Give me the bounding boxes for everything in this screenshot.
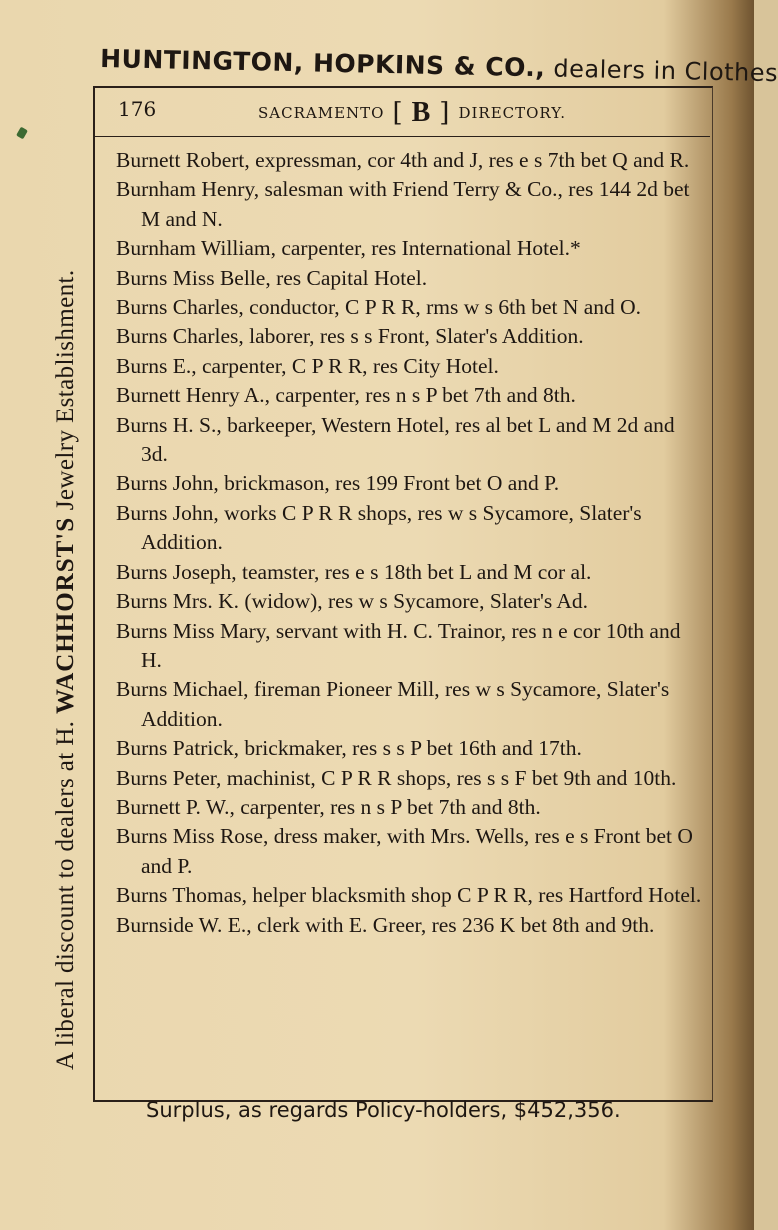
top-ad-tagline: dealers in Clothes <box>545 54 778 88</box>
directory-entry: Burns Miss Belle, res Capital Hotel. <box>116 265 428 290</box>
side-advertisement <box>52 110 88 1070</box>
bottom-advertisement: Surplus, as regards Policy-holders, $452,356. <box>146 1098 621 1122</box>
directory-entry: Burns Patrick, brickmaker, res s s P bet 16th and 17th. <box>116 736 582 761</box>
directory-entry: Burns Peter, machinist, C P R R shops, res s s F bet 9th and 10th. <box>116 765 677 790</box>
directory-entry: Burns Charles, laborer, res s s Front, Slater's Addition. <box>116 324 584 349</box>
running-head-directory: DIRECTORY. <box>458 104 566 122</box>
directory-entry: Burns Michael, fireman Pioneer Mill, res w s Sycamore, Slater's Addition. <box>116 677 670 731</box>
directory-entry: Burnett Robert, expressman, cor 4th and J, res e s 7th bet Q and R. <box>116 148 690 172</box>
header-rule <box>93 136 710 137</box>
section-letter: B <box>411 97 432 128</box>
directory-entry: Burns Miss Mary, servant with H. C. Trainor, res n e cor 10th and H. <box>116 618 681 672</box>
ink-spot <box>16 127 28 140</box>
directory-entry: Burns Mrs. K. (widow), res w s Sycamore, Slater's Ad. <box>116 589 589 614</box>
directory-entry: Burns Charles, conductor, C P R R, rms w s 6th bet N and O. <box>116 295 642 320</box>
side-ad-name: WACHHORST'S <box>52 516 79 715</box>
directory-entry: Burnett P. W., carpenter, res n s P bet 7th and 8th. <box>116 794 541 819</box>
directory-entry: Burns Miss Rose, dress maker, with Mrs. Wells, res e s Front bet O and P. <box>116 824 693 878</box>
directory-entry: Burnham William, carpenter, res International Hotel.* <box>116 236 581 261</box>
running-head <box>258 96 598 130</box>
side-ad-lead: A liberal discount to dealers at H. <box>52 714 79 1070</box>
page-number: 176 <box>118 97 157 121</box>
top-ad-company: HUNTINGTON, HOPKINS & CO., <box>99 44 546 83</box>
directory-entries <box>116 146 706 940</box>
directory-entry: Burns John, brickmason, res 199 Front bet O and P. <box>116 471 560 496</box>
directory-entry: Burnett Henry A., carpenter, res n s P bet 7th and 8th. <box>116 383 576 408</box>
directory-entry: Burns Joseph, teamster, res e s 18th bet L and M cor al. <box>116 559 592 584</box>
directory-entry: Burnham Henry, salesman with Friend Terry & Co., res 144 2d bet M and N. <box>116 177 690 231</box>
bracket-close: ] <box>439 98 451 128</box>
directory-entry: Burns H. S., barkeeper, Western Hotel, res al bet L and M 2d and 3d. <box>116 412 675 467</box>
directory-entry: Burns Thomas, helper blacksmith shop C P R R, res Hartford Hotel. <box>116 883 702 908</box>
directory-entry: Burns John, works C P R R shops, res w s Sycamore, Slater's Addition. <box>116 500 642 555</box>
directory-entry: Burns E., carpenter, C P R R, res City Hotel. <box>116 353 499 378</box>
running-head-city: SACRAMENTO <box>258 104 385 122</box>
directory-entry: Burnside W. E., clerk with E. Greer, res 236 K bet 8th and 9th. <box>116 912 655 937</box>
side-ad-tail: Jewelry Establishment. <box>52 269 79 517</box>
bracket-open: [ <box>392 98 404 128</box>
